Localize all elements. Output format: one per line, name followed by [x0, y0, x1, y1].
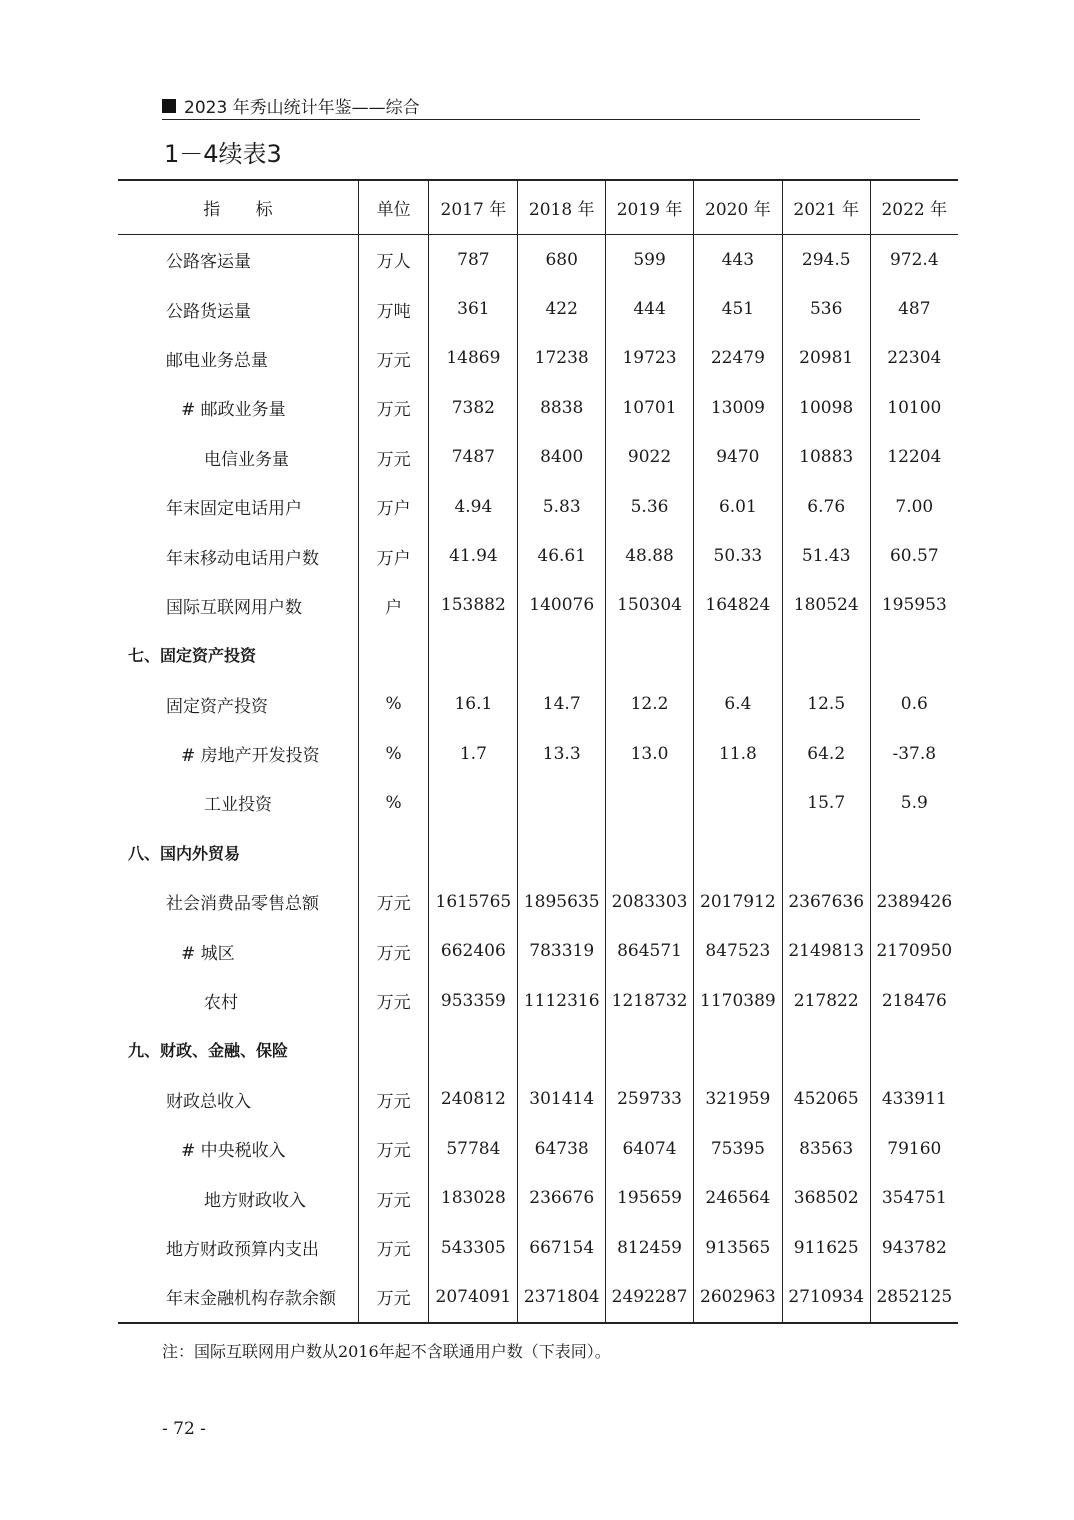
- row-value: [606, 828, 694, 877]
- row-value: 22304: [870, 334, 958, 383]
- row-value: 543305: [429, 1223, 518, 1272]
- row-value: 953359: [429, 976, 518, 1025]
- row-unit: %: [358, 778, 429, 827]
- table-row: [118, 1075, 958, 1124]
- row-value: 361: [429, 284, 518, 333]
- table-row: [118, 482, 958, 531]
- row-value: 301414: [518, 1075, 606, 1124]
- row-label: # 房地产开发投资: [181, 746, 320, 767]
- row-value: 183028: [429, 1173, 518, 1222]
- row-value: [870, 630, 958, 679]
- row-value: 75395: [693, 1124, 782, 1173]
- row-value: 1.7: [429, 729, 518, 778]
- row-value: 2710934: [782, 1272, 870, 1322]
- row-value: [429, 1025, 518, 1074]
- row-unit: 万元: [358, 433, 429, 482]
- row-value: 913565: [693, 1223, 782, 1272]
- row-value: [870, 1025, 958, 1074]
- table-row: [118, 581, 958, 630]
- row-value: 433911: [870, 1075, 958, 1124]
- row-value: 599: [606, 235, 694, 285]
- row-value: 2170950: [870, 926, 958, 975]
- row-value: 5.9: [870, 778, 958, 827]
- table-row: [118, 531, 958, 580]
- row-value: -37.8: [870, 729, 958, 778]
- header-year: 2018 年: [518, 180, 606, 235]
- row-value: 10883: [782, 433, 870, 482]
- row-label: 国际互联网用户数: [166, 597, 302, 618]
- row-unit: 万户: [358, 531, 429, 580]
- table-row: [118, 334, 958, 383]
- table-row: [118, 926, 958, 975]
- row-value: 667154: [518, 1223, 606, 1272]
- header-text: 2023 年秀山统计年鉴——综合: [184, 98, 420, 118]
- row-value: [693, 630, 782, 679]
- row-value: [782, 828, 870, 877]
- table-row: [118, 828, 958, 877]
- row-label: 地方财政收入: [204, 1190, 306, 1211]
- row-unit: 万元: [358, 334, 429, 383]
- row-value: [518, 1025, 606, 1074]
- row-value: 50.33: [693, 531, 782, 580]
- row-value: 1218732: [606, 976, 694, 1025]
- row-value: 13.0: [606, 729, 694, 778]
- row-value: 64074: [606, 1124, 694, 1173]
- row-value: 64.2: [782, 729, 870, 778]
- row-label: 工业投资: [204, 795, 272, 816]
- table-row: [118, 1025, 958, 1074]
- row-label: 公路客运量: [166, 252, 251, 273]
- row-value: 1112316: [518, 976, 606, 1025]
- row-unit: 万元: [358, 383, 429, 432]
- row-value: 943782: [870, 1223, 958, 1272]
- row-unit: 万元: [358, 1173, 429, 1222]
- table-row: [118, 1272, 958, 1322]
- row-value: 972.4: [870, 235, 958, 285]
- row-label: 地方财政预算内支出: [166, 1240, 319, 1260]
- statistics-table: [118, 179, 958, 1324]
- row-label: 年末移动电话用户数: [166, 548, 319, 569]
- row-value: 240812: [429, 1075, 518, 1124]
- row-value: 46.61: [518, 531, 606, 580]
- row-value: 195953: [870, 581, 958, 630]
- row-unit: 万户: [358, 482, 429, 531]
- row-value: 19723: [606, 334, 694, 383]
- row-value: 8400: [518, 433, 606, 482]
- row-value: [693, 1025, 782, 1074]
- row-value: [606, 630, 694, 679]
- header-indicator: 指 标: [118, 180, 358, 235]
- row-value: 6.76: [782, 482, 870, 531]
- row-value: 321959: [693, 1075, 782, 1124]
- row-value: 236676: [518, 1173, 606, 1222]
- row-value: 2492287: [606, 1272, 694, 1322]
- table-row: [118, 383, 958, 432]
- running-header: [162, 92, 920, 120]
- row-value: 662406: [429, 926, 518, 975]
- row-value: 7382: [429, 383, 518, 432]
- row-value: 9470: [693, 433, 782, 482]
- page-number: - 72 -: [162, 1419, 206, 1439]
- row-label: # 邮政业务量: [181, 400, 286, 421]
- row-value: 83563: [782, 1124, 870, 1173]
- row-value: [518, 828, 606, 877]
- table-row: [118, 235, 958, 285]
- row-label: # 城区: [181, 943, 235, 964]
- row-value: 2602963: [693, 1272, 782, 1322]
- row-value: 60.57: [870, 531, 958, 580]
- row-value: 79160: [870, 1124, 958, 1173]
- header-square-icon: [162, 99, 176, 113]
- row-label: 年末固定电话用户: [166, 499, 302, 520]
- row-value: 294.5: [782, 235, 870, 285]
- row-value: 10100: [870, 383, 958, 432]
- header-year: 2022 年: [870, 180, 958, 235]
- table-row: [118, 1223, 958, 1272]
- row-value: 1895635: [518, 877, 606, 926]
- row-value: [429, 630, 518, 679]
- table-row: [118, 630, 958, 679]
- row-label: # 中央税收入: [181, 1141, 286, 1162]
- row-unit: [358, 630, 429, 679]
- row-value: 0.6: [870, 680, 958, 729]
- row-value: 259733: [606, 1075, 694, 1124]
- row-label: 八、国内外贸易: [128, 843, 241, 863]
- row-value: 16.1: [429, 680, 518, 729]
- row-value: 17238: [518, 334, 606, 383]
- row-value: 1170389: [693, 976, 782, 1025]
- row-value: 140076: [518, 581, 606, 630]
- row-value: 7.00: [870, 482, 958, 531]
- row-value: 51.43: [782, 531, 870, 580]
- row-value: 9022: [606, 433, 694, 482]
- row-value: 14869: [429, 334, 518, 383]
- row-unit: 万人: [358, 235, 429, 285]
- row-value: 164824: [693, 581, 782, 630]
- table-header-row: [118, 180, 958, 235]
- row-value: [606, 1025, 694, 1074]
- row-unit: 万元: [358, 1124, 429, 1173]
- row-unit: 户: [358, 581, 429, 630]
- row-label: 财政总收入: [166, 1091, 251, 1112]
- row-value: 14.7: [518, 680, 606, 729]
- row-value: 451: [693, 284, 782, 333]
- row-value: 7487: [429, 433, 518, 482]
- row-value: 10701: [606, 383, 694, 432]
- row-value: 6.01: [693, 482, 782, 531]
- row-value: 847523: [693, 926, 782, 975]
- row-value: 8838: [518, 383, 606, 432]
- row-label: 公路货运量: [166, 301, 251, 322]
- row-label: 电信业务量: [204, 449, 289, 470]
- row-value: 20981: [782, 334, 870, 383]
- row-value: 4.94: [429, 482, 518, 531]
- row-value: 195659: [606, 1173, 694, 1222]
- row-value: 15.7: [782, 778, 870, 827]
- row-value: [606, 778, 694, 827]
- row-value: 246564: [693, 1173, 782, 1222]
- row-value: 11.8: [693, 729, 782, 778]
- header-year: 2021 年: [782, 180, 870, 235]
- row-value: [693, 828, 782, 877]
- row-value: 2083303: [606, 877, 694, 926]
- row-value: [518, 778, 606, 827]
- row-value: 13009: [693, 383, 782, 432]
- row-unit: %: [358, 680, 429, 729]
- table-row: [118, 877, 958, 926]
- row-value: 2149813: [782, 926, 870, 975]
- row-value: 12.5: [782, 680, 870, 729]
- row-value: [429, 778, 518, 827]
- row-value: 812459: [606, 1223, 694, 1272]
- row-unit: %: [358, 729, 429, 778]
- table-row: [118, 976, 958, 1025]
- row-value: 487: [870, 284, 958, 333]
- row-value: 180524: [782, 581, 870, 630]
- row-unit: 万元: [358, 976, 429, 1025]
- table-title: 1－4续表3: [164, 140, 282, 168]
- row-value: 444: [606, 284, 694, 333]
- row-value: 10098: [782, 383, 870, 432]
- row-value: 12204: [870, 433, 958, 482]
- row-unit: 万元: [358, 877, 429, 926]
- table-row: [118, 433, 958, 482]
- row-value: 64738: [518, 1124, 606, 1173]
- table-row: [118, 1124, 958, 1173]
- table-row: [118, 729, 958, 778]
- row-value: 5.83: [518, 482, 606, 531]
- row-value: 218476: [870, 976, 958, 1025]
- table-row: [118, 1173, 958, 1222]
- table-row: [118, 680, 958, 729]
- row-value: 13.3: [518, 729, 606, 778]
- row-unit: 万元: [358, 1272, 429, 1322]
- row-value: [693, 778, 782, 827]
- table-row: [118, 778, 958, 827]
- row-value: 680: [518, 235, 606, 285]
- row-value: 2371804: [518, 1272, 606, 1322]
- row-value: [870, 828, 958, 877]
- row-value: 783319: [518, 926, 606, 975]
- row-unit: 万元: [358, 1223, 429, 1272]
- table-row: [118, 284, 958, 333]
- row-value: [782, 630, 870, 679]
- row-value: 5.36: [606, 482, 694, 531]
- row-value: 2852125: [870, 1272, 958, 1322]
- row-value: 452065: [782, 1075, 870, 1124]
- row-label: 九、财政、金融、保险: [128, 1041, 289, 1061]
- header-year: 2017 年: [429, 180, 518, 235]
- row-value: 217822: [782, 976, 870, 1025]
- row-value: 2074091: [429, 1272, 518, 1322]
- row-value: 443: [693, 235, 782, 285]
- row-label: 固定资产投资: [166, 696, 268, 717]
- row-value: 153882: [429, 581, 518, 630]
- row-unit: 万元: [358, 1075, 429, 1124]
- row-value: 57784: [429, 1124, 518, 1173]
- row-value: 6.4: [693, 680, 782, 729]
- header-year: 2020 年: [693, 180, 782, 235]
- row-value: 1615765: [429, 877, 518, 926]
- row-label: 七、固定资产投资: [128, 646, 257, 666]
- row-value: 422: [518, 284, 606, 333]
- row-value: 787: [429, 235, 518, 285]
- row-value: 12.2: [606, 680, 694, 729]
- row-value: 911625: [782, 1223, 870, 1272]
- row-value: 2389426: [870, 877, 958, 926]
- row-value: 2017912: [693, 877, 782, 926]
- row-label: 年末金融机构存款余额: [166, 1289, 336, 1310]
- row-value: 41.94: [429, 531, 518, 580]
- row-value: 354751: [870, 1173, 958, 1222]
- row-value: 368502: [782, 1173, 870, 1222]
- row-value: 48.88: [606, 531, 694, 580]
- table-note: 注：国际互联网用户数从2016年起不含联通用户数（下表同）。: [162, 1342, 611, 1361]
- row-value: [518, 630, 606, 679]
- row-value: [782, 1025, 870, 1074]
- row-value: 536: [782, 284, 870, 333]
- row-label: 社会消费品零售总额: [166, 894, 319, 915]
- row-unit: [358, 828, 429, 877]
- row-value: 864571: [606, 926, 694, 975]
- row-unit: 万元: [358, 926, 429, 975]
- row-value: [429, 828, 518, 877]
- row-unit: [358, 1025, 429, 1074]
- row-label: 邮电业务总量: [166, 350, 268, 371]
- row-value: 22479: [693, 334, 782, 383]
- header-unit: 单位: [358, 180, 429, 235]
- header-year: 2019 年: [606, 180, 694, 235]
- row-label: 农村: [204, 993, 238, 1014]
- row-value: 2367636: [782, 877, 870, 926]
- row-value: 150304: [606, 581, 694, 630]
- row-unit: 万吨: [358, 284, 429, 333]
